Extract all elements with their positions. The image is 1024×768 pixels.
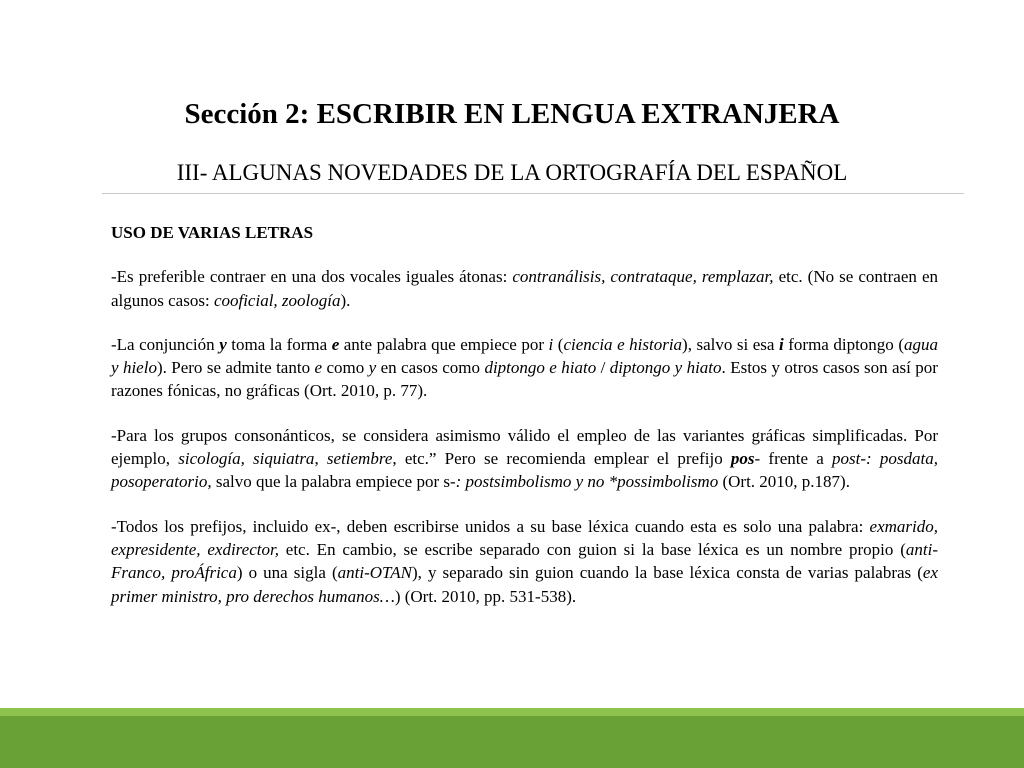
text-segment: anti-Franco, proÁfrica bbox=[111, 539, 938, 583]
text-segment: y bbox=[219, 334, 227, 354]
title-divider bbox=[102, 193, 964, 194]
text-segment: contranálisis, contrataque, remplazar, bbox=[512, 267, 774, 287]
text-segment: , bbox=[314, 449, 327, 469]
slide-body bbox=[111, 221, 938, 608]
text-segment: ciencia e historia bbox=[563, 334, 683, 354]
text-segment: i bbox=[548, 334, 554, 354]
text-segment: post-: posdata, posoperatorio, bbox=[111, 449, 939, 492]
text-segment: diptongo e hiato bbox=[484, 358, 597, 378]
text-segment: ). Pero se admite tanto bbox=[156, 358, 315, 378]
text-segment: (Ort. 2010, p.187). bbox=[718, 472, 850, 492]
text-segment: como bbox=[322, 358, 369, 378]
text-segment: cooficial, zoología bbox=[213, 290, 341, 310]
text-segment: i bbox=[778, 334, 784, 354]
paragraph-conjunction-y bbox=[111, 333, 938, 403]
paragraph-consonant-groups bbox=[111, 424, 938, 494]
paragraph-prefixes bbox=[111, 515, 938, 608]
text-segment: -Todos los prefijos, incluido ex-, deben escribirse unidos a su base léxica cuando esta es solo una palabra: bbox=[111, 516, 870, 536]
slide-subtitle: III- ALGUNAS NOVEDADES DE LA ORTOGRAFÍA DEL ESPAÑOL bbox=[176, 160, 848, 185]
text-segment: ante palabra que empiece por bbox=[339, 334, 549, 354]
text-segment: ex primer ministro, pro derechos humanos… bbox=[111, 563, 938, 606]
text-segment: agua y hielo bbox=[111, 334, 938, 378]
paragraph-vowel-contraction bbox=[111, 265, 938, 312]
footer-bar bbox=[0, 708, 1024, 768]
text-segment: ( bbox=[553, 334, 564, 354]
text-segment: -La conjunción bbox=[111, 334, 220, 354]
text-segment: etc. (No se contraen en algunos casos: bbox=[111, 267, 938, 310]
text-segment: etc. En cambio, se escribe separado con guion si la base léxica es un nombre propio ( bbox=[278, 539, 906, 559]
text-segment: ), y separado sin guion cuando la base léxica consta de varias palabras ( bbox=[411, 563, 923, 583]
footer-highlight-line bbox=[0, 708, 1024, 716]
text-segment: sicología, siquiatra bbox=[178, 449, 315, 469]
text-segment: ) (Ort. 2010, pp. 531-538). bbox=[394, 586, 577, 606]
section-heading: USO DE VARIAS LETRAS bbox=[111, 223, 314, 242]
text-segment: ), salvo si esa bbox=[682, 334, 779, 354]
text-segment: en casos como bbox=[376, 358, 485, 378]
text-segment: -Para los grupos consonánticos, se considera asimismo válido el empleo de las variantes gráficas simplificadas. Por ejemplo, bbox=[111, 425, 938, 469]
text-segment: salvo que la palabra empiece por s- bbox=[211, 472, 456, 492]
text-segment: diptongo y hiato bbox=[609, 358, 722, 378]
slide-title: Sección 2: ESCRIBIR EN LENGUA EXTRANJERA bbox=[184, 98, 840, 130]
text-segment: anti-OTAN bbox=[337, 563, 412, 583]
text-segment: / bbox=[596, 358, 610, 378]
text-segment: exmarido, expresidente, exdirector, bbox=[111, 516, 938, 559]
text-segment: pos bbox=[730, 449, 755, 469]
text-segment: e bbox=[331, 334, 340, 354]
text-segment: forma diptongo ( bbox=[783, 334, 904, 354]
text-segment: setiembre bbox=[326, 449, 393, 469]
text-segment: toma la forma bbox=[226, 334, 332, 354]
text-segment: -Es preferible contraer en una dos vocales iguales átonas: bbox=[111, 267, 513, 287]
text-segment: : postsimbolismo y no *possimbolismo bbox=[455, 472, 719, 492]
text-segment: . Estos y otros casos son así por razones fónicas, no gráficas (Ort. 2010, p. 77). bbox=[111, 358, 938, 401]
text-segment: y bbox=[368, 358, 377, 378]
text-segment: , etc.” Pero se recomienda emplear el prefijo bbox=[392, 449, 731, 469]
text-segment: - frente a bbox=[754, 449, 833, 469]
text-segment: ) o una sigla ( bbox=[236, 563, 338, 583]
text-segment: ). bbox=[340, 290, 351, 310]
text-segment: e bbox=[314, 358, 323, 378]
